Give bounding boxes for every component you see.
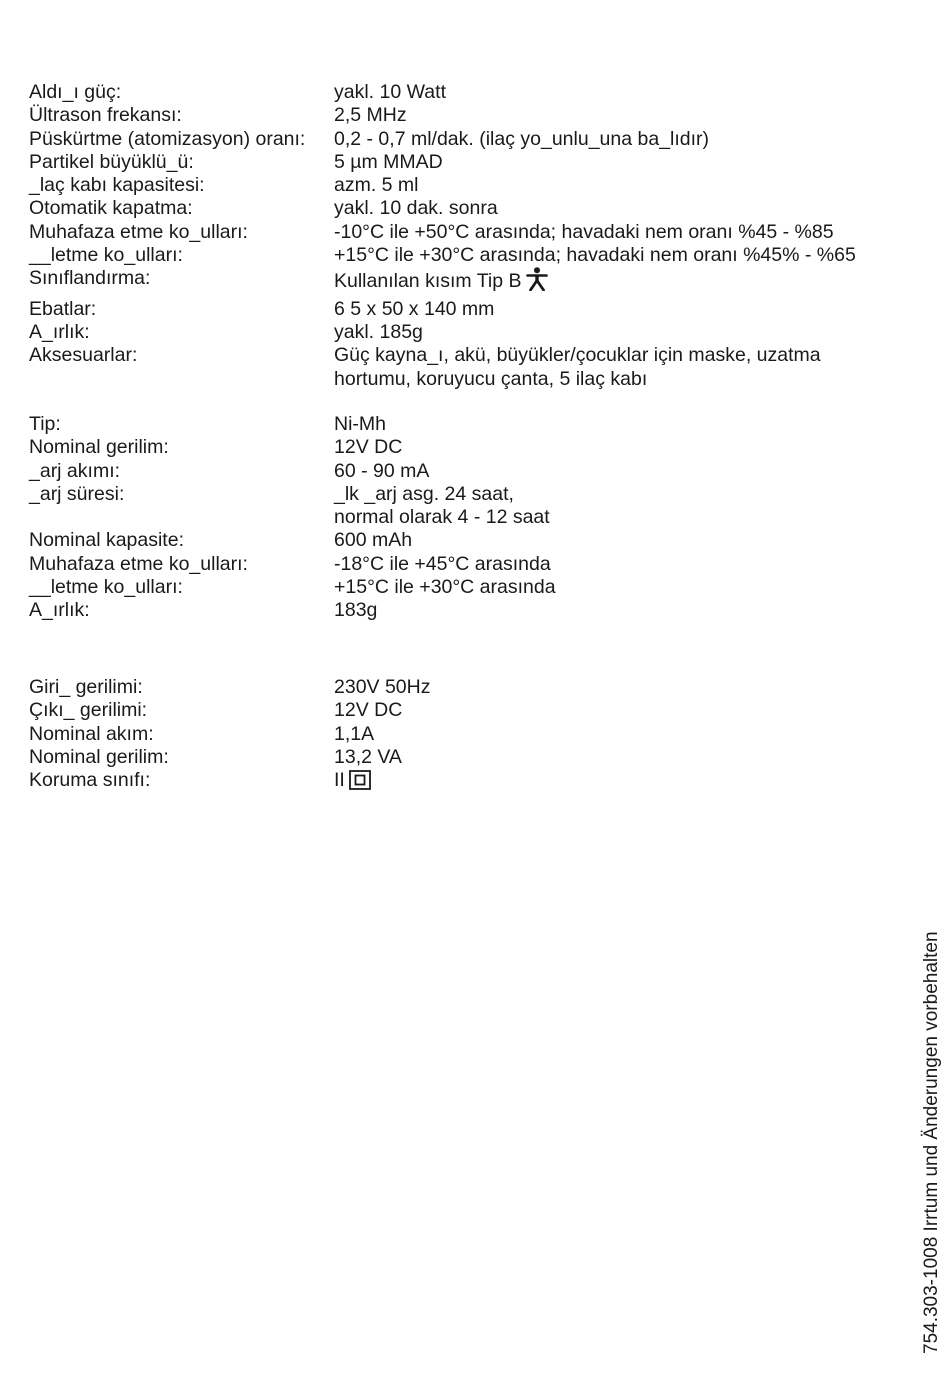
psu-row-nominal-current: Nominal akım: 1,1A bbox=[29, 722, 375, 745]
power-supply-specs bbox=[29, 676, 909, 796]
footer-document-number: 754.303-1008 Irrtum und Änderungen vorbehalten bbox=[921, 931, 942, 1354]
spec-row-operating-conditions: __letme ko_ulları: +15°C ile +30°C arasında; havadaki nem oranı %45% - %65 bbox=[29, 244, 856, 267]
spec-row-medication-capacity: _laç kabı kapasitesi: azm. 5 ml bbox=[29, 174, 419, 197]
psu-row-input-voltage: Giri_ gerilimi: 230V 50Hz bbox=[29, 676, 431, 698]
psu-row-nominal-rating: Nominal gerilim: 13,2 VA bbox=[29, 745, 402, 768]
double-insulation-icon bbox=[349, 770, 371, 796]
battery-row-charge-current: _arj akımı: 60 - 90 mA bbox=[29, 459, 430, 482]
battery-row-weight: A_ırlık: 183g bbox=[29, 599, 378, 622]
spec-row-ultrasound-frequency: Ültrason frekansı: 2,5 MHz bbox=[29, 104, 407, 127]
psu-row-protection-class: Koruma sınıfı: II bbox=[29, 769, 909, 796]
spec-row-nebulization-rate: Püskürtme (atomizasyon) oranı: 0,2 - 0,7 ml/dak. (ilaç yo_unlu_una ba_lıdır) bbox=[29, 127, 710, 150]
battery-row-operating-conditions: __letme ko_ulları: +15°C ile +30°C arasında bbox=[29, 576, 556, 599]
battery-row-nominal-voltage: Nominal gerilim: 12V DC bbox=[29, 436, 403, 459]
battery-row-storage-conditions: Muhafaza etme ko_ulları: -18°C ile +45°C arasında bbox=[29, 552, 551, 575]
spec-row-accessories: Aksesuarlar: Güç kayna_ı, akü, büyükler/çocuklar için maske, uzatma hortumu, koruyucu çanta, 5 ilaç kabı bbox=[29, 344, 821, 390]
spec-row-auto-off: Otomatik kapatma: yakl. 10 dak. sonra bbox=[29, 197, 498, 220]
device-specs bbox=[29, 81, 909, 391]
battery-row-nominal-capacity: Nominal kapasite: 600 mAh bbox=[29, 529, 413, 552]
spec-row-power: Aldı_ı güç: yakl. 10 Watt bbox=[29, 81, 446, 103]
battery-row-type: Tip: Ni-Mh bbox=[29, 413, 386, 435]
spec-row-storage-conditions: Muhafaza etme ko_ulları: -10°C ile +50°C arasında; havadaki nem oranı %45 - %85 bbox=[29, 220, 834, 243]
spec-row-dimensions: Ebatlar: 6 5 x 50 x 140 mm bbox=[29, 297, 495, 320]
spec-row-weight: A_ırlık: yakl. 185g bbox=[29, 320, 423, 343]
psu-row-output-voltage: Çıkı_ gerilimi: 12V DC bbox=[29, 699, 403, 722]
type-b-person-icon bbox=[526, 267, 548, 297]
battery-row-charge-time: _arj süresi: _lk _arj asg. 24 saat, normal olarak 4 - 12 saat bbox=[29, 482, 550, 529]
spec-row-classification: Sınıflandırma: Kullanılan kısım Tip B bbox=[29, 267, 909, 297]
spec-row-particle-size: Partikel büyüklü_ü: 5 µm MMAD bbox=[29, 150, 443, 173]
battery-specs bbox=[29, 413, 909, 623]
